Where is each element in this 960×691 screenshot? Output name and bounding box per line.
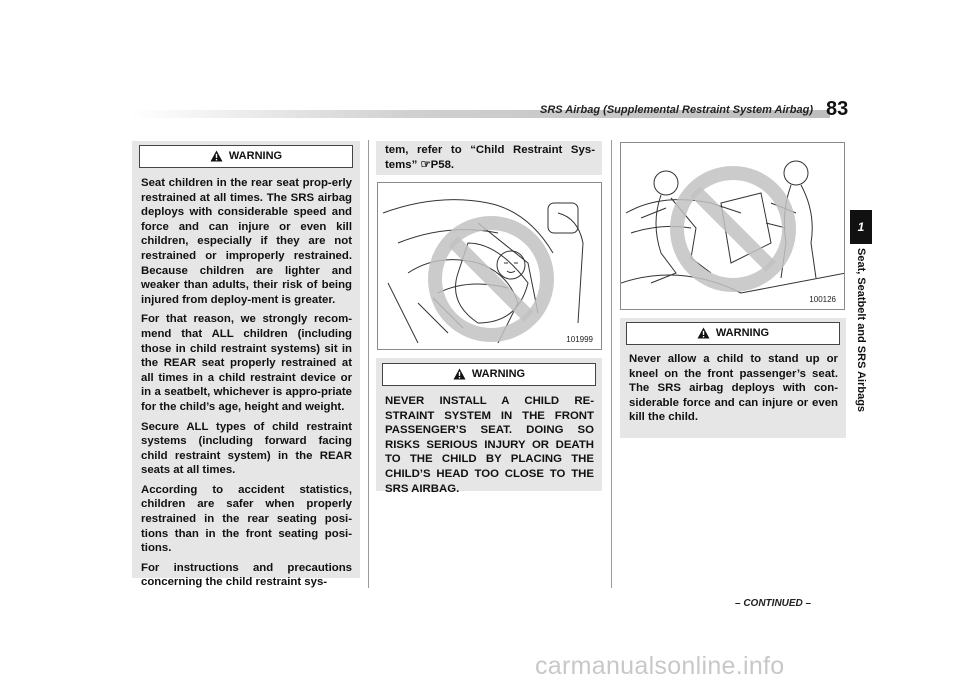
warning-label: WARNING xyxy=(471,368,526,380)
figure-standing-child xyxy=(620,142,845,310)
continued-note: – CONTINUED – xyxy=(735,598,812,609)
paragraph: For that reason, we strongly recom-mend that ALL children (including those in child restraint systems) sit in the REAR seat properly restrained at all times in a child restraint device or in a seatbelt, whichever is appro-priate for the child’s age, height and weight. xyxy=(141,313,352,413)
warning-label: WARNING xyxy=(715,327,770,339)
paragraph: Secure ALL types of child restraint systems (including forward facing child restraint system) in the REAR seats at all times. xyxy=(141,420,352,477)
paragraph: According to accident statistics, children are safer when properly restrained in the rear seating posi-tions than in the front seating posi-tions. xyxy=(141,483,352,555)
continuation-text: tem, refer to “Child Restraint Sys-tems” ☞P58. xyxy=(385,144,595,171)
paragraph: For instructions and precautions concerning the child restraint sys- xyxy=(141,561,352,589)
warning-text: NEVER INSTALL A CHILD RE-STRAINT SYSTEM IN THE FRONT PASSENGER’S SEAT. DOING SO RISKS SERIOUS INJURY OR DEATH TO THE CHILD BY PLACING THE CHILD’S HEAD TOO CLOSE TO THE SRS AIRBAG. xyxy=(385,395,594,495)
chapter-tab: 1 xyxy=(850,210,872,244)
warning-triangle-icon xyxy=(210,150,223,162)
no-symbol-icon xyxy=(677,173,789,285)
warning-triangle-icon xyxy=(697,327,710,339)
warning-body-1 xyxy=(141,176,352,595)
warning-box-3 xyxy=(620,318,846,438)
warning-header xyxy=(382,363,596,386)
figure-number: 100126 xyxy=(809,295,836,304)
warning-text: Never allow a child to stand up or kneel on the front passenger’s seat. The SRS airbag deploys with con-siderable force and can injure or even kill the child. xyxy=(629,353,838,424)
standing-child-illustration xyxy=(621,143,845,310)
chapter-label: Seat, Seatbelt and SRS Airbags xyxy=(855,248,867,413)
running-header-title: SRS Airbag (Supplemental Restraint System Airbag) xyxy=(540,104,814,116)
paragraph: Seat children in the rear seat prop-erly restrained at all times. The SRS airbag deploys with considerable speed and force and can injure or even kill children, especially if they are not restrained or improperly restrained. Because children are lighter and weaker than adults, their risk of being injured from deploy-ment is greater. xyxy=(141,177,352,306)
continuation-box xyxy=(376,141,602,175)
watermark-text: carmanualsonline.info xyxy=(535,652,785,680)
column-divider xyxy=(611,140,612,588)
child-seat-illustration xyxy=(378,183,602,350)
warning-box-1 xyxy=(132,141,360,589)
column-divider xyxy=(368,140,369,588)
figure-number: 101999 xyxy=(566,335,593,344)
warning-box-2 xyxy=(376,358,602,495)
warning-header xyxy=(626,322,840,345)
warning-label: WARNING xyxy=(228,150,283,162)
no-symbol-icon xyxy=(435,223,547,335)
warning-triangle-icon xyxy=(453,368,466,380)
figure-child-seat xyxy=(377,182,602,350)
page-number: 83 xyxy=(826,98,849,120)
warning-header xyxy=(139,145,353,168)
